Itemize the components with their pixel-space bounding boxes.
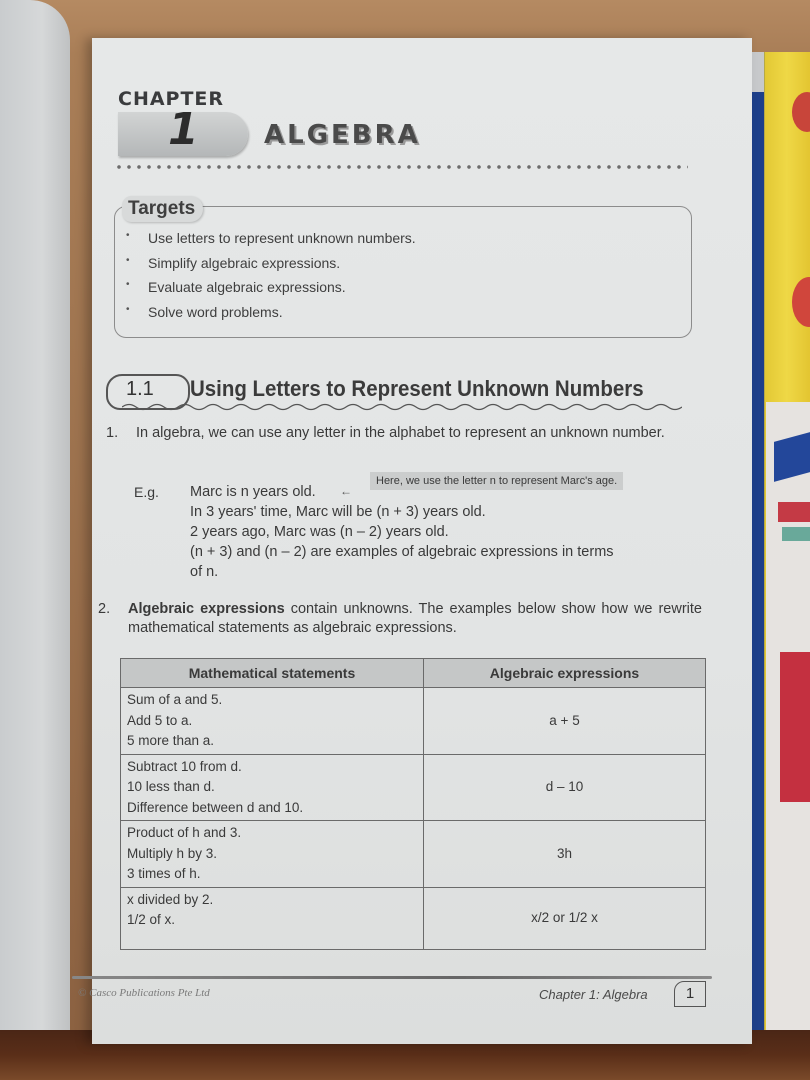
page-number: 1 <box>674 981 706 1007</box>
wavy-underline <box>122 402 682 412</box>
statement: Add 5 to a. <box>127 712 193 728</box>
chapter-label: CHAPTER <box>118 88 225 110</box>
point-number: 1. <box>106 425 119 441</box>
background-book <box>752 52 810 1052</box>
statement: 10 less than d. <box>127 779 215 794</box>
textbook-page <box>78 38 752 1044</box>
section-title: Using Letters to Represent Unknown Numbers <box>190 376 644 401</box>
statements-cell <box>121 887 424 949</box>
table-row <box>121 754 706 821</box>
point-text-rest: contain unknowns. The examples below show how we rewrite mathematical statements as algebraic expressions. <box>128 601 702 636</box>
arrow-left-icon: ← <box>340 484 352 498</box>
chapter-number: 1 <box>168 104 199 155</box>
statements-cell <box>121 754 424 821</box>
example-line: 2 years ago, Marc was (n – 2) years old. <box>190 524 449 540</box>
chapter-title: ALGEBRA <box>264 120 421 150</box>
margin-note: Here, we use the letter n to represent Marc's age. <box>370 472 623 490</box>
example-line: In 3 years' time, Marc will be (n + 3) years old. <box>190 504 486 520</box>
example-line: of n. <box>190 564 219 580</box>
statements-cell <box>121 688 424 755</box>
target-item: • Use letters to represent unknown numbers. <box>126 230 416 255</box>
targets-heading: Targets <box>122 196 203 222</box>
section-number: 1.1 <box>126 378 154 400</box>
statement: Product of h and 3. <box>127 825 242 840</box>
copyright: © Casco Publications Pte Ltd <box>78 987 210 999</box>
statements-cell <box>121 821 424 888</box>
example-line: (n + 3) and (n – 2) are examples of algebraic expressions in terms <box>190 544 614 560</box>
point-text <box>128 600 702 638</box>
statement: Difference between d and 10. <box>127 799 304 815</box>
table-row <box>121 821 706 888</box>
statement: Sum of a and 5. <box>127 692 223 707</box>
statements-table <box>120 658 706 950</box>
example-line: Marc is n years old. <box>190 484 316 500</box>
expression-cell: d – 10 <box>424 754 706 821</box>
expression-cell: a + 5 <box>424 688 706 755</box>
running-footer: Chapter 1: Algebra <box>539 987 648 1002</box>
table-row <box>121 887 706 949</box>
statement: 1/2 of x. <box>127 912 176 927</box>
point-text: In algebra, we can use any letter in the alphabet to represent an unknown number. <box>136 425 665 441</box>
statement: Multiply h by 3. <box>127 845 218 861</box>
table-header: Algebraic expressions <box>424 659 706 688</box>
target-item: • Simplify algebraic expressions. <box>126 255 416 280</box>
statement: 3 times of h. <box>127 866 201 881</box>
example-label: E.g. <box>134 484 159 500</box>
bold-term: Algebraic expressions <box>128 601 285 617</box>
statement: 5 more than a. <box>127 733 215 748</box>
table-row <box>121 688 706 755</box>
statement: x divided by 2. <box>127 891 214 907</box>
table-header: Mathematical statements <box>121 659 424 688</box>
dotted-divider <box>114 164 688 170</box>
expression-cell: 3h <box>424 821 706 888</box>
expression-cell: x/2 or 1/2 x <box>424 887 706 949</box>
point-number: 2. <box>98 601 111 617</box>
example-lines <box>190 482 702 582</box>
target-item: • Solve word problems. <box>126 304 416 329</box>
footer-divider <box>72 976 712 979</box>
targets-list <box>126 230 416 328</box>
statement: Subtract 10 from d. <box>127 758 242 774</box>
target-item: • Evaluate algebraic expressions. <box>126 279 416 304</box>
previous-page-edge <box>0 0 70 1080</box>
